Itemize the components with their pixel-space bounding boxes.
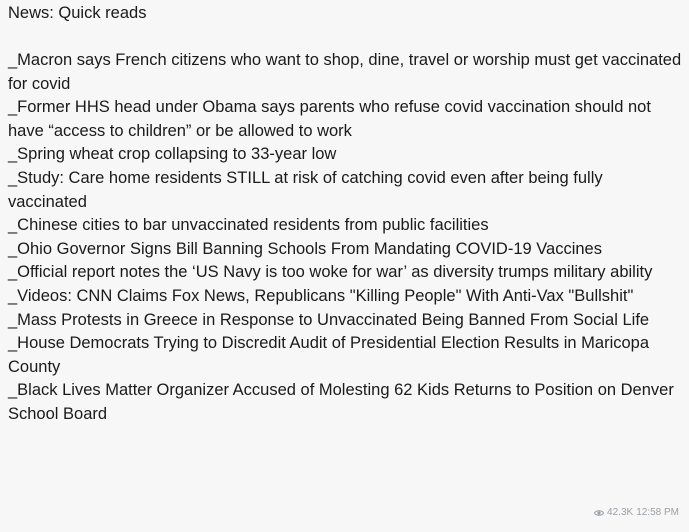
eye-icon [594, 508, 604, 518]
message-meta [594, 507, 679, 518]
view-count: 42.3K [607, 507, 634, 518]
headline-item: _Mass Protests in Greece in Response to Unvaccinated Being Banned From Social Life [8, 310, 650, 329]
message-title: News: Quick reads [8, 4, 147, 22]
headline-list [8, 49, 681, 427]
headline-item: _Former HHS head under Obama says parents who refuse covid vaccination should not have “access to children” or be allowed to work [8, 98, 651, 140]
headline-item: _Ohio Governor Signs Bill Banning Schools From Mandating COVID-19 Vaccines [8, 239, 602, 258]
blank-line [8, 26, 681, 50]
headline-item: _Chinese cities to bar unvaccinated residents from public facilities [8, 216, 489, 235]
headline-item: _Study: Care home residents STILL at risk of catching covid even after being fully vaccinated [8, 168, 603, 211]
headline-item: _Spring wheat crop collapsing to 33-year low [8, 145, 337, 164]
message-time: 12:58 PM [636, 507, 679, 518]
headline-item: _Videos: CNN Claims Fox News, Republicans "Killing People" With Anti-Vax "Bullshit" [8, 286, 634, 305]
headline-item: _House Democrats Trying to Discredit Audit of Presidential Election Results in Maricopa County [8, 334, 650, 376]
headline-item: _Official report notes the ‘US Navy is too woke for war’ as diversity trumps military ability [8, 263, 653, 282]
headline-item: _Black Lives Matter Organizer Accused of Molesting 62 Kids Returns to Position on Denver School Board [8, 381, 674, 423]
headline-item: _Macron says French citizens who want to shop, dine, travel or worship must get vaccinated for covid [8, 51, 682, 93]
